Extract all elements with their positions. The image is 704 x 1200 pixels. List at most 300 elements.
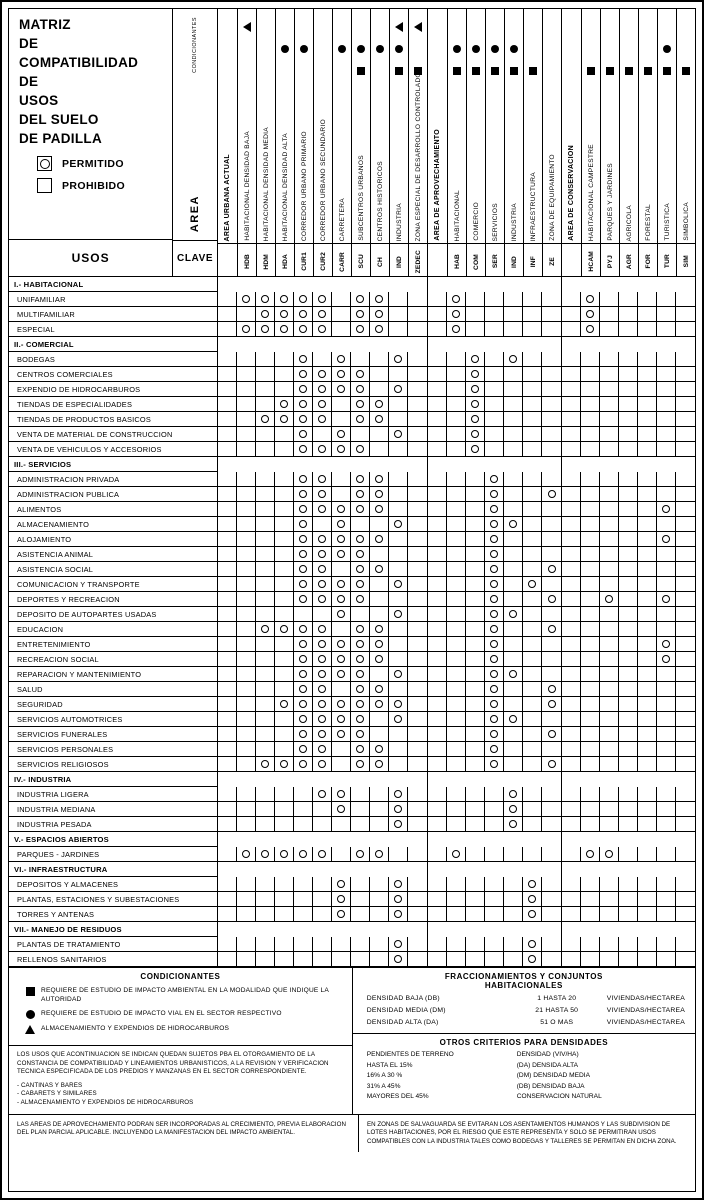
matrix-cell[interactable] <box>600 607 619 622</box>
matrix-cell[interactable] <box>256 322 275 337</box>
matrix-cell[interactable] <box>485 937 504 952</box>
matrix-cell[interactable] <box>466 832 485 847</box>
matrix-cell[interactable] <box>237 412 256 427</box>
matrix-cell[interactable] <box>485 562 504 577</box>
matrix-cell[interactable] <box>256 922 275 937</box>
matrix-cell[interactable] <box>676 337 695 352</box>
matrix-cell[interactable] <box>447 607 466 622</box>
matrix-cell[interactable] <box>389 697 408 712</box>
matrix-cell[interactable] <box>676 667 695 682</box>
matrix-cell[interactable] <box>389 862 408 877</box>
matrix-cell[interactable] <box>638 637 657 652</box>
matrix-cell[interactable] <box>447 877 466 892</box>
matrix-cell[interactable] <box>294 877 313 892</box>
matrix-cell[interactable] <box>466 727 485 742</box>
matrix-cell[interactable] <box>294 472 313 487</box>
matrix-cell[interactable] <box>447 592 466 607</box>
matrix-cell[interactable] <box>542 457 561 472</box>
matrix-cell[interactable] <box>256 667 275 682</box>
matrix-cell[interactable] <box>237 787 256 802</box>
matrix-cell[interactable] <box>638 892 657 907</box>
matrix-cell[interactable] <box>370 877 389 892</box>
matrix-cell[interactable] <box>370 712 389 727</box>
matrix-cell[interactable] <box>542 367 561 382</box>
matrix-cell[interactable] <box>657 862 676 877</box>
matrix-cell[interactable] <box>619 652 638 667</box>
matrix-cell[interactable] <box>600 757 619 772</box>
matrix-cell[interactable] <box>275 712 294 727</box>
matrix-cell[interactable] <box>275 607 294 622</box>
matrix-cell[interactable] <box>504 427 523 442</box>
matrix-cell[interactable] <box>600 307 619 322</box>
matrix-cell[interactable] <box>408 922 427 937</box>
matrix-cell[interactable] <box>676 727 695 742</box>
matrix-cell[interactable] <box>275 727 294 742</box>
matrix-cell[interactable] <box>485 727 504 742</box>
matrix-cell[interactable] <box>256 382 275 397</box>
matrix-cell[interactable] <box>332 607 351 622</box>
matrix-cell[interactable] <box>447 547 466 562</box>
matrix-cell[interactable] <box>256 442 275 457</box>
matrix-cell[interactable] <box>313 577 332 592</box>
matrix-cell[interactable] <box>542 922 561 937</box>
matrix-cell[interactable] <box>523 352 542 367</box>
matrix-cell[interactable] <box>332 667 351 682</box>
matrix-cell[interactable] <box>275 412 294 427</box>
matrix-cell[interactable] <box>581 442 600 457</box>
matrix-cell[interactable] <box>332 562 351 577</box>
matrix-cell[interactable] <box>332 472 351 487</box>
matrix-cell[interactable] <box>275 937 294 952</box>
matrix-cell[interactable] <box>332 382 351 397</box>
matrix-cell[interactable] <box>256 862 275 877</box>
matrix-cell[interactable] <box>408 802 427 817</box>
matrix-cell[interactable] <box>657 772 676 787</box>
matrix-cell[interactable] <box>676 697 695 712</box>
matrix-cell[interactable] <box>600 277 619 292</box>
matrix-cell[interactable] <box>351 382 370 397</box>
matrix-cell[interactable] <box>638 442 657 457</box>
matrix-cell[interactable] <box>332 832 351 847</box>
matrix-cell[interactable] <box>657 532 676 547</box>
matrix-cell[interactable] <box>676 877 695 892</box>
matrix-cell[interactable] <box>256 892 275 907</box>
matrix-cell[interactable] <box>581 907 600 922</box>
matrix-cell[interactable] <box>389 367 408 382</box>
matrix-cell[interactable] <box>523 592 542 607</box>
matrix-cell[interactable] <box>389 907 408 922</box>
matrix-cell[interactable] <box>638 877 657 892</box>
matrix-cell[interactable] <box>294 802 313 817</box>
matrix-cell[interactable] <box>351 712 370 727</box>
matrix-cell[interactable] <box>294 592 313 607</box>
matrix-cell[interactable] <box>237 292 256 307</box>
matrix-cell[interactable] <box>657 457 676 472</box>
matrix-cell[interactable] <box>256 697 275 712</box>
matrix-cell[interactable] <box>408 697 427 712</box>
matrix-cell[interactable] <box>619 352 638 367</box>
matrix-cell[interactable] <box>485 832 504 847</box>
matrix-cell[interactable] <box>504 532 523 547</box>
matrix-cell[interactable] <box>504 922 523 937</box>
matrix-cell[interactable] <box>389 322 408 337</box>
matrix-cell[interactable] <box>542 712 561 727</box>
matrix-cell[interactable] <box>504 727 523 742</box>
matrix-cell[interactable] <box>523 757 542 772</box>
matrix-cell[interactable] <box>256 622 275 637</box>
matrix-cell[interactable] <box>370 922 389 937</box>
matrix-cell[interactable] <box>294 607 313 622</box>
matrix-cell[interactable] <box>256 487 275 502</box>
matrix-cell[interactable] <box>619 307 638 322</box>
matrix-cell[interactable] <box>447 922 466 937</box>
matrix-cell[interactable] <box>638 337 657 352</box>
matrix-cell[interactable] <box>676 412 695 427</box>
matrix-cell[interactable] <box>332 412 351 427</box>
matrix-cell[interactable] <box>351 787 370 802</box>
matrix-cell[interactable] <box>313 427 332 442</box>
matrix-cell[interactable] <box>294 937 313 952</box>
matrix-cell[interactable] <box>619 547 638 562</box>
matrix-cell[interactable] <box>275 502 294 517</box>
matrix-cell[interactable] <box>466 607 485 622</box>
matrix-cell[interactable] <box>370 802 389 817</box>
matrix-cell[interactable] <box>256 592 275 607</box>
matrix-cell[interactable] <box>408 757 427 772</box>
matrix-cell[interactable] <box>408 712 427 727</box>
matrix-cell[interactable] <box>600 337 619 352</box>
matrix-cell[interactable] <box>447 772 466 787</box>
matrix-cell[interactable] <box>504 847 523 862</box>
matrix-cell[interactable] <box>504 337 523 352</box>
matrix-cell[interactable] <box>313 367 332 382</box>
matrix-cell[interactable] <box>638 472 657 487</box>
matrix-cell[interactable] <box>657 667 676 682</box>
matrix-cell[interactable] <box>542 487 561 502</box>
matrix-cell[interactable] <box>313 487 332 502</box>
matrix-cell[interactable] <box>657 652 676 667</box>
matrix-cell[interactable] <box>676 277 695 292</box>
matrix-cell[interactable] <box>389 292 408 307</box>
matrix-cell[interactable] <box>294 697 313 712</box>
matrix-cell[interactable] <box>294 727 313 742</box>
matrix-cell[interactable] <box>389 937 408 952</box>
matrix-cell[interactable] <box>581 817 600 832</box>
matrix-cell[interactable] <box>619 877 638 892</box>
matrix-cell[interactable] <box>447 532 466 547</box>
matrix-cell[interactable] <box>389 772 408 787</box>
matrix-cell[interactable] <box>485 862 504 877</box>
matrix-cell[interactable] <box>351 277 370 292</box>
matrix-cell[interactable] <box>408 562 427 577</box>
matrix-cell[interactable] <box>638 427 657 442</box>
matrix-cell[interactable] <box>256 682 275 697</box>
matrix-cell[interactable] <box>600 742 619 757</box>
matrix-cell[interactable] <box>581 712 600 727</box>
matrix-cell[interactable] <box>447 847 466 862</box>
matrix-cell[interactable] <box>619 607 638 622</box>
matrix-cell[interactable] <box>408 487 427 502</box>
matrix-cell[interactable] <box>485 442 504 457</box>
matrix-cell[interactable] <box>408 442 427 457</box>
matrix-cell[interactable] <box>581 337 600 352</box>
matrix-cell[interactable] <box>676 832 695 847</box>
matrix-cell[interactable] <box>275 292 294 307</box>
matrix-cell[interactable] <box>676 637 695 652</box>
matrix-cell[interactable] <box>466 937 485 952</box>
matrix-cell[interactable] <box>504 712 523 727</box>
matrix-cell[interactable] <box>542 667 561 682</box>
matrix-cell[interactable] <box>485 382 504 397</box>
matrix-cell[interactable] <box>408 502 427 517</box>
matrix-cell[interactable] <box>447 562 466 577</box>
matrix-cell[interactable] <box>523 397 542 412</box>
matrix-cell[interactable] <box>638 757 657 772</box>
matrix-cell[interactable] <box>619 832 638 847</box>
matrix-cell[interactable] <box>638 322 657 337</box>
matrix-cell[interactable] <box>485 592 504 607</box>
matrix-cell[interactable] <box>504 637 523 652</box>
matrix-cell[interactable] <box>370 892 389 907</box>
matrix-cell[interactable] <box>294 622 313 637</box>
matrix-cell[interactable] <box>523 697 542 712</box>
matrix-cell[interactable] <box>447 712 466 727</box>
matrix-cell[interactable] <box>237 472 256 487</box>
matrix-cell[interactable] <box>313 532 332 547</box>
matrix-cell[interactable] <box>676 352 695 367</box>
matrix-cell[interactable] <box>504 832 523 847</box>
matrix-cell[interactable] <box>237 277 256 292</box>
matrix-cell[interactable] <box>657 607 676 622</box>
matrix-cell[interactable] <box>466 577 485 592</box>
matrix-cell[interactable] <box>638 292 657 307</box>
matrix-cell[interactable] <box>275 382 294 397</box>
matrix-cell[interactable] <box>294 307 313 322</box>
matrix-cell[interactable] <box>351 832 370 847</box>
matrix-cell[interactable] <box>351 952 370 967</box>
matrix-cell[interactable] <box>237 502 256 517</box>
matrix-cell[interactable] <box>237 907 256 922</box>
matrix-cell[interactable] <box>638 847 657 862</box>
matrix-cell[interactable] <box>237 832 256 847</box>
matrix-cell[interactable] <box>657 697 676 712</box>
matrix-cell[interactable] <box>581 847 600 862</box>
matrix-cell[interactable] <box>619 757 638 772</box>
matrix-cell[interactable] <box>332 352 351 367</box>
matrix-cell[interactable] <box>600 802 619 817</box>
matrix-cell[interactable] <box>657 802 676 817</box>
matrix-cell[interactable] <box>466 397 485 412</box>
matrix-cell[interactable] <box>485 397 504 412</box>
matrix-cell[interactable] <box>523 922 542 937</box>
matrix-cell[interactable] <box>657 832 676 847</box>
matrix-cell[interactable] <box>600 697 619 712</box>
matrix-cell[interactable] <box>313 277 332 292</box>
matrix-cell[interactable] <box>466 622 485 637</box>
matrix-cell[interactable] <box>466 307 485 322</box>
matrix-cell[interactable] <box>332 622 351 637</box>
matrix-cell[interactable] <box>370 487 389 502</box>
matrix-cell[interactable] <box>485 817 504 832</box>
matrix-cell[interactable] <box>389 502 408 517</box>
matrix-cell[interactable] <box>408 277 427 292</box>
matrix-cell[interactable] <box>466 277 485 292</box>
matrix-cell[interactable] <box>466 487 485 502</box>
matrix-cell[interactable] <box>256 307 275 322</box>
matrix-cell[interactable] <box>542 322 561 337</box>
matrix-cell[interactable] <box>600 442 619 457</box>
matrix-cell[interactable] <box>504 277 523 292</box>
matrix-cell[interactable] <box>504 562 523 577</box>
matrix-cell[interactable] <box>408 772 427 787</box>
matrix-cell[interactable] <box>351 562 370 577</box>
matrix-cell[interactable] <box>294 907 313 922</box>
matrix-cell[interactable] <box>294 502 313 517</box>
matrix-cell[interactable] <box>294 817 313 832</box>
matrix-cell[interactable] <box>256 577 275 592</box>
matrix-cell[interactable] <box>447 667 466 682</box>
matrix-cell[interactable] <box>256 742 275 757</box>
matrix-cell[interactable] <box>294 787 313 802</box>
matrix-cell[interactable] <box>581 487 600 502</box>
matrix-cell[interactable] <box>504 952 523 967</box>
matrix-cell[interactable] <box>332 817 351 832</box>
matrix-cell[interactable] <box>485 607 504 622</box>
matrix-cell[interactable] <box>237 607 256 622</box>
matrix-cell[interactable] <box>619 427 638 442</box>
matrix-cell[interactable] <box>256 472 275 487</box>
matrix-cell[interactable] <box>447 577 466 592</box>
matrix-cell[interactable] <box>485 427 504 442</box>
matrix-cell[interactable] <box>581 832 600 847</box>
matrix-cell[interactable] <box>504 292 523 307</box>
matrix-cell[interactable] <box>332 907 351 922</box>
matrix-cell[interactable] <box>466 757 485 772</box>
matrix-cell[interactable] <box>389 727 408 742</box>
matrix-cell[interactable] <box>485 892 504 907</box>
matrix-cell[interactable] <box>485 457 504 472</box>
matrix-cell[interactable] <box>523 727 542 742</box>
matrix-cell[interactable] <box>275 682 294 697</box>
matrix-cell[interactable] <box>447 787 466 802</box>
matrix-cell[interactable] <box>313 952 332 967</box>
matrix-cell[interactable] <box>638 667 657 682</box>
matrix-cell[interactable] <box>294 517 313 532</box>
matrix-cell[interactable] <box>657 907 676 922</box>
matrix-cell[interactable] <box>600 832 619 847</box>
matrix-cell[interactable] <box>466 817 485 832</box>
matrix-cell[interactable] <box>275 652 294 667</box>
matrix-cell[interactable] <box>294 667 313 682</box>
matrix-cell[interactable] <box>657 502 676 517</box>
matrix-cell[interactable] <box>581 592 600 607</box>
matrix-cell[interactable] <box>657 382 676 397</box>
matrix-cell[interactable] <box>581 532 600 547</box>
matrix-cell[interactable] <box>313 382 332 397</box>
matrix-cell[interactable] <box>313 622 332 637</box>
matrix-cell[interactable] <box>351 367 370 382</box>
matrix-cell[interactable] <box>256 562 275 577</box>
matrix-cell[interactable] <box>581 892 600 907</box>
matrix-cell[interactable] <box>581 367 600 382</box>
matrix-cell[interactable] <box>313 772 332 787</box>
matrix-cell[interactable] <box>351 817 370 832</box>
matrix-cell[interactable] <box>600 487 619 502</box>
matrix-cell[interactable] <box>370 442 389 457</box>
matrix-cell[interactable] <box>466 667 485 682</box>
matrix-cell[interactable] <box>581 667 600 682</box>
matrix-cell[interactable] <box>504 472 523 487</box>
matrix-cell[interactable] <box>389 832 408 847</box>
matrix-cell[interactable] <box>447 742 466 757</box>
matrix-cell[interactable] <box>657 922 676 937</box>
matrix-cell[interactable] <box>657 787 676 802</box>
matrix-cell[interactable] <box>466 637 485 652</box>
matrix-cell[interactable] <box>275 427 294 442</box>
matrix-cell[interactable] <box>581 952 600 967</box>
matrix-cell[interactable] <box>485 877 504 892</box>
matrix-cell[interactable] <box>619 847 638 862</box>
matrix-cell[interactable] <box>313 562 332 577</box>
matrix-cell[interactable] <box>638 817 657 832</box>
matrix-cell[interactable] <box>657 742 676 757</box>
matrix-cell[interactable] <box>581 697 600 712</box>
matrix-cell[interactable] <box>237 397 256 412</box>
matrix-cell[interactable] <box>638 682 657 697</box>
matrix-cell[interactable] <box>389 472 408 487</box>
matrix-cell[interactable] <box>256 787 275 802</box>
matrix-cell[interactable] <box>619 577 638 592</box>
matrix-cell[interactable] <box>581 937 600 952</box>
matrix-cell[interactable] <box>676 652 695 667</box>
matrix-cell[interactable] <box>504 817 523 832</box>
matrix-cell[interactable] <box>237 622 256 637</box>
matrix-cell[interactable] <box>313 832 332 847</box>
matrix-cell[interactable] <box>275 337 294 352</box>
matrix-cell[interactable] <box>523 367 542 382</box>
matrix-cell[interactable] <box>237 772 256 787</box>
matrix-cell[interactable] <box>466 772 485 787</box>
matrix-cell[interactable] <box>313 817 332 832</box>
matrix-cell[interactable] <box>657 472 676 487</box>
matrix-cell[interactable] <box>389 277 408 292</box>
matrix-cell[interactable] <box>619 862 638 877</box>
matrix-cell[interactable] <box>370 337 389 352</box>
matrix-cell[interactable] <box>294 847 313 862</box>
matrix-cell[interactable] <box>600 547 619 562</box>
matrix-cell[interactable] <box>676 817 695 832</box>
matrix-cell[interactable] <box>370 682 389 697</box>
matrix-cell[interactable] <box>676 382 695 397</box>
matrix-cell[interactable] <box>542 517 561 532</box>
matrix-cell[interactable] <box>676 622 695 637</box>
matrix-cell[interactable] <box>351 442 370 457</box>
matrix-cell[interactable] <box>313 697 332 712</box>
matrix-cell[interactable] <box>485 367 504 382</box>
matrix-cell[interactable] <box>542 307 561 322</box>
matrix-cell[interactable] <box>408 862 427 877</box>
matrix-cell[interactable] <box>332 682 351 697</box>
matrix-cell[interactable] <box>237 442 256 457</box>
matrix-cell[interactable] <box>389 532 408 547</box>
matrix-cell[interactable] <box>600 502 619 517</box>
matrix-cell[interactable] <box>504 607 523 622</box>
matrix-cell[interactable] <box>523 502 542 517</box>
matrix-cell[interactable] <box>332 277 351 292</box>
matrix-cell[interactable] <box>676 517 695 532</box>
matrix-cell[interactable] <box>523 742 542 757</box>
matrix-cell[interactable] <box>581 877 600 892</box>
